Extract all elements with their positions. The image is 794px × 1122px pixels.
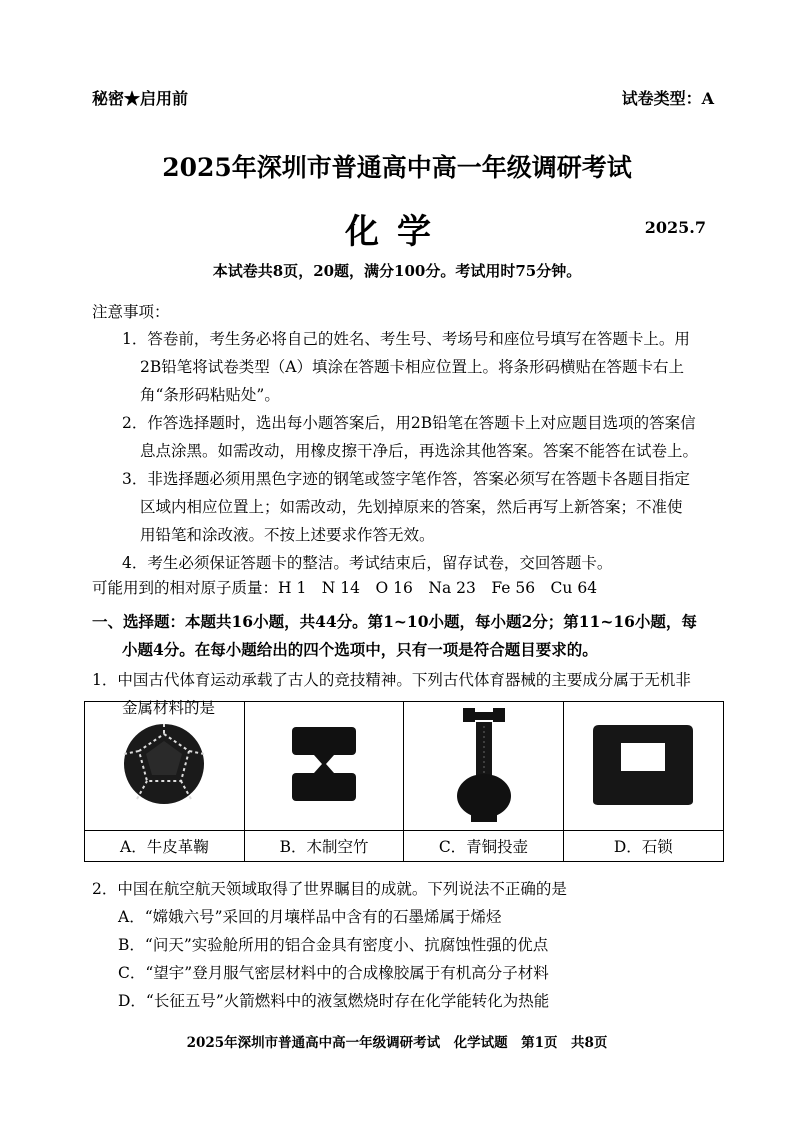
q2-stem: 2．中国在航空航天领域取得了世界瞩目的成就。下列说法不正确的是 (92, 880, 567, 898)
diabolo-icon (284, 719, 364, 809)
section1-line-1: 一、选择题：本题共16小题，共44分。第1~10小题，每小题2分；第11~16小题，每 (92, 612, 697, 631)
notice-item-3-line-1: 3．非选择题必须用黑色字迹的钢笔或签字笔作答，答案必须写在答题卡各题目指定 (122, 470, 690, 488)
option-a-image (85, 702, 245, 831)
page-footer: 2025年深圳市普通高中高一年级调研考试 化学试题 第1页 共8页 (186, 1035, 608, 1051)
notice-item-3-line-3: 用铅笔和涂改液。不按上述要求作答无效。 (140, 526, 435, 544)
q2-option-a: A．“嫦娥六号”采回的月壤样品中含有的石墨烯属于烯烃 (118, 908, 502, 926)
notice-item-2-line-1: 2．作答选择题时，选出每小题答案后，用2B铅笔在答题卡上对应题目选项的答案信 (122, 414, 696, 432)
notice-heading: 注意事项： (92, 303, 170, 321)
atomic-masses: 可能用到的相对原子质量：H 1 N 14 O 16 Na 23 Fe 56 Cu 64 (92, 579, 598, 597)
option-d-label: D．石锁 (563, 831, 723, 862)
stone-lock-icon (583, 719, 703, 809)
notice-item-2-line-2: 息点涂黑。如需改动，用橡皮擦干净后，再选涂其他答案。答案不能答在试卷上。 (140, 442, 699, 460)
notice-item-1-line-1: 1．答卷前，考生务必将自己的姓名、考生号、考场号和座位号填写在答题卡上。用 (122, 330, 690, 348)
option-c-label: C．青铜投壶 (404, 831, 563, 862)
exam-date: 2025.7 (644, 218, 706, 237)
q1-options-table (84, 701, 724, 862)
leather-ball-icon (119, 719, 209, 809)
exam-info: 本试卷共8页，20题，满分100分。考试用时75分钟。 (212, 262, 582, 280)
secret-label: 秘密★启用前 (92, 89, 189, 108)
q1-stem-line-2: 金属材料的是 (122, 699, 216, 717)
section1-line-2: 小题4分。在每小题给出的四个选项中，只有一项是符合题目要求的。 (122, 640, 598, 659)
option-b-label: B．木制空竹 (244, 831, 404, 862)
q1-stem-line-1: 1．中国古代体育运动承载了古人的竞技精神。下列古代体育器械的主要成分属于无机非 (92, 671, 691, 689)
bronze-pot-icon (449, 704, 519, 824)
notice-item-4-line-1: 4．考生必须保证答题卡的整洁。考试结束后，留存试卷，交回答题卡。 (122, 554, 613, 572)
paper-type-label: 试卷类型：A (621, 89, 714, 108)
option-a-label: A．牛皮革鞠 (85, 831, 245, 862)
q2-option-c: C．“望宇”登月服气密层材料中的合成橡胶属于有机高分子材料 (118, 964, 549, 982)
q2-option-b: B．“问天”实验舱所用的铝合金具有密度小、抗腐蚀性强的优点 (118, 936, 549, 954)
notice-item-1-line-3: 角“条形码粘贴处”。 (140, 386, 280, 404)
option-d-image (563, 702, 723, 831)
notice-item-1-line-2: 2B铅笔将试卷类型（A）填涂在答题卡相应位置上。将条形码横贴在答题卡右上 (140, 358, 684, 376)
exam-title: 2025年深圳市普通高中高一年级调研考试 (162, 153, 632, 182)
option-b-image (244, 702, 404, 831)
q2-option-d: D．“长征五号”火箭燃料中的液氢燃烧时存在化学能转化为热能 (118, 992, 550, 1010)
option-c-image (404, 702, 563, 831)
subject-title: 化学 (345, 212, 449, 252)
notice-item-3-line-2: 区域内相应位置上；如需改动，先划掉原来的答案，然后再写上新答案；不准使 (140, 498, 683, 516)
